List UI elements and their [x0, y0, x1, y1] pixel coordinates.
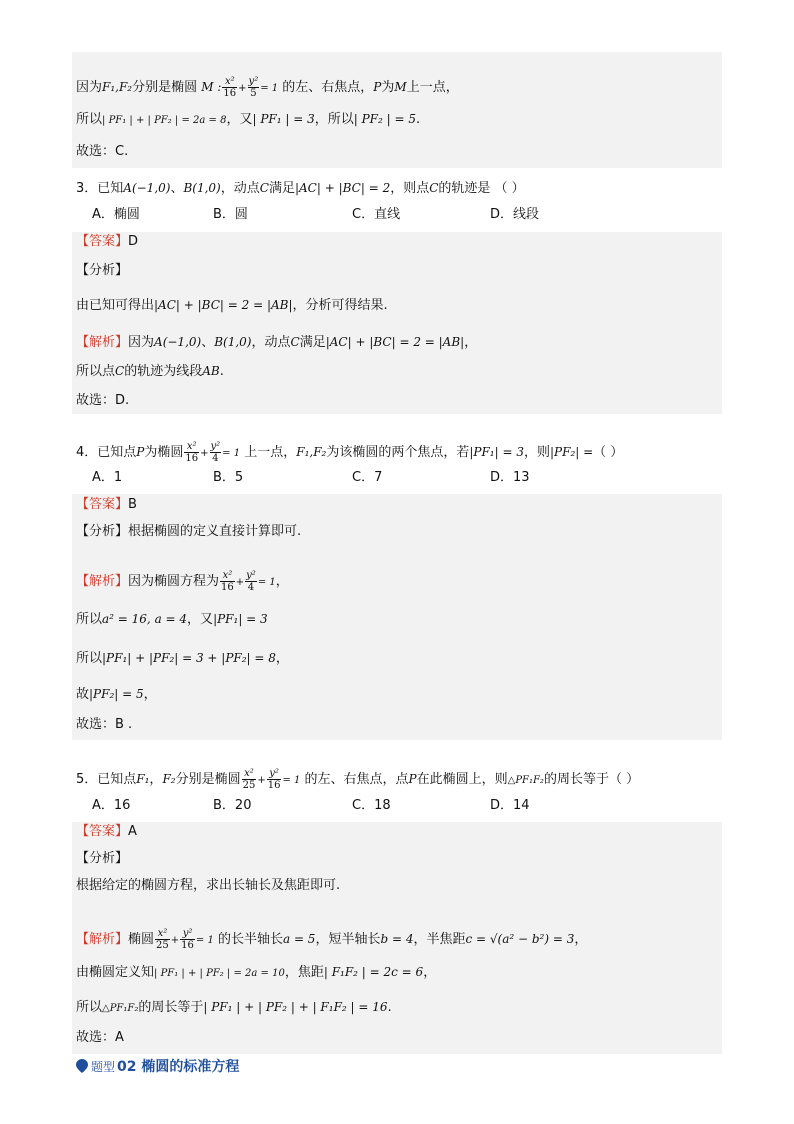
q5-analysis: 根据给定的椭圆方程，求出长轴长及焦距即可. [76, 878, 341, 893]
fraction: $\frac{\text{x²}}{16}$ [221, 570, 234, 593]
map-pin-icon [76, 1059, 88, 1073]
q4-analysis: 【分析】根据椭圆的定义直接计算即可. [76, 524, 302, 539]
fraction: $\frac{\text{x²}}{16}$ [223, 76, 237, 99]
q5-solution-line2: 由椭圆定义知| PF₁ | + | PF₂ | = 2a = 10，焦距| F₁F₂ | = 2c = 6， [76, 965, 437, 980]
q3-final: 故选：D. [76, 393, 130, 408]
q4-solution: 【解析】因为椭圆方程为 $\frac{\text{x²}}{16}$ + $\frac{\text{y²}}{4}$ = 1， [76, 570, 289, 593]
solution-block-3 [72, 232, 722, 414]
q5-option-d: D．14 [490, 798, 530, 813]
q4-solution-line3: 所以|PF₁| + |PF₂| = 3 + |PF₂| = 8， [76, 651, 289, 666]
q5-option-c: C．18 [352, 798, 391, 813]
q4-option-a: A．1 [92, 470, 123, 485]
q5-stem: 5．已知点F₁，F₂分别是椭圆 $\frac{\text{x²}}{25}$ + $\frac{\text{y²}}{16}$ = 1 的左、右焦点，点P在此椭圆上，则△PF₁F₂的周长等于（ ） [76, 768, 640, 791]
q3-analysis-tag: 【分析】 [76, 263, 129, 278]
q5-solution-line3: 所以△PF₁F₂的周长等于| PF₁ | + | PF₂ | + | F₁F₂ | = 16. [76, 1000, 392, 1015]
q5-option-b: B．20 [213, 798, 252, 813]
q4-option-d: D．13 [490, 470, 530, 485]
fraction: $\frac{\text{y²}}{16}$ [181, 928, 194, 951]
q4-option-b: B．5 [213, 470, 244, 485]
q5-answer: 【答案】A [76, 824, 137, 839]
q4-stem: 4．已知点P为椭圆 $\frac{\text{x²}}{16}$ + $\frac{\text{y²}}{4}$ = 1 上一点，F₁,F₂为该椭圆的两个焦点，若|PF₁| = 3，则|PF₂| =（ ） [76, 441, 624, 464]
q4-option-c: C．7 [352, 470, 383, 485]
b1-final: 故选：C. [76, 144, 129, 159]
section-heading [76, 1056, 239, 1076]
q5-solution: 【解析】椭圆 $\frac{\text{x²}}{25}$ + $\frac{\text{y²}}{16}$ = 1 的长半轴长a = 5，短半轴长b = 4，半焦距c = √(a² − b²) = 3， [76, 928, 588, 951]
b1-line2: 所以| PF₁ | + | PF₂ | = 2a = 8，又| PF₁ | = 3，所以| PF₂ | = 5. [76, 112, 421, 127]
q3-solution: 【解析】因为A(−1,0)、B(1,0)，动点C满足|AC| + |BC| = 2 = |AB|， [76, 335, 478, 350]
fraction: $\frac{\text{x²}}{16}$ [185, 441, 199, 464]
q5-analysis-tag: 【分析】 [76, 851, 129, 866]
q5-option-a: A．16 [92, 798, 131, 813]
q3-solution-line2: 所以点C的轨迹为线段AB. [76, 364, 224, 379]
q4-final: 故选：B . [76, 717, 133, 732]
q3-answer: 【答案】D [76, 234, 139, 249]
fraction: $\frac{\text{x²}}{25}$ [242, 768, 256, 791]
fraction: $\frac{\text{y²}}{5}$ [248, 76, 259, 99]
fraction: $\frac{\text{y²}}{4}$ [210, 441, 221, 464]
q3-option-a: A．椭圆 [92, 207, 140, 222]
q4-answer: 【答案】B [76, 497, 137, 512]
fraction: $\frac{\text{y²}}{16}$ [267, 768, 281, 791]
q4-solution-line2: 所以a² = 16, a = 4，又|PF₁| = 3 [76, 612, 268, 627]
q3-option-c: C．直线 [352, 207, 401, 222]
q5-final: 故选：A [76, 1030, 124, 1045]
q3-stem: 3．已知A(−1,0)、B(1,0)，动点C满足|AC| + |BC| = 2，则点C的轨迹是 （ ） [76, 181, 525, 196]
fraction: $\frac{\text{x²}}{25}$ [156, 928, 169, 951]
q4-solution-line4: 故|PF₂| = 5， [76, 687, 157, 702]
section-title: 02 椭圆的标准方程 [117, 1059, 240, 1075]
q3-option-b: B．圆 [213, 207, 248, 222]
fraction: $\frac{\text{y²}}{4}$ [246, 570, 256, 593]
section-tag: 题型 [91, 1059, 116, 1074]
b1-line1: 因为F₁,F₂分别是椭圆 M : $\frac{\text{x²}}{16}$ + $\frac{\text{y²}}{5}$ = 1 的左、右焦点，P为M上一点， [76, 76, 459, 99]
q3-option-d: D．线段 [490, 207, 540, 222]
q3-analysis: 由已知可得出|AC| + |BC| = 2 = |AB|，分析可得结果. [76, 298, 388, 313]
